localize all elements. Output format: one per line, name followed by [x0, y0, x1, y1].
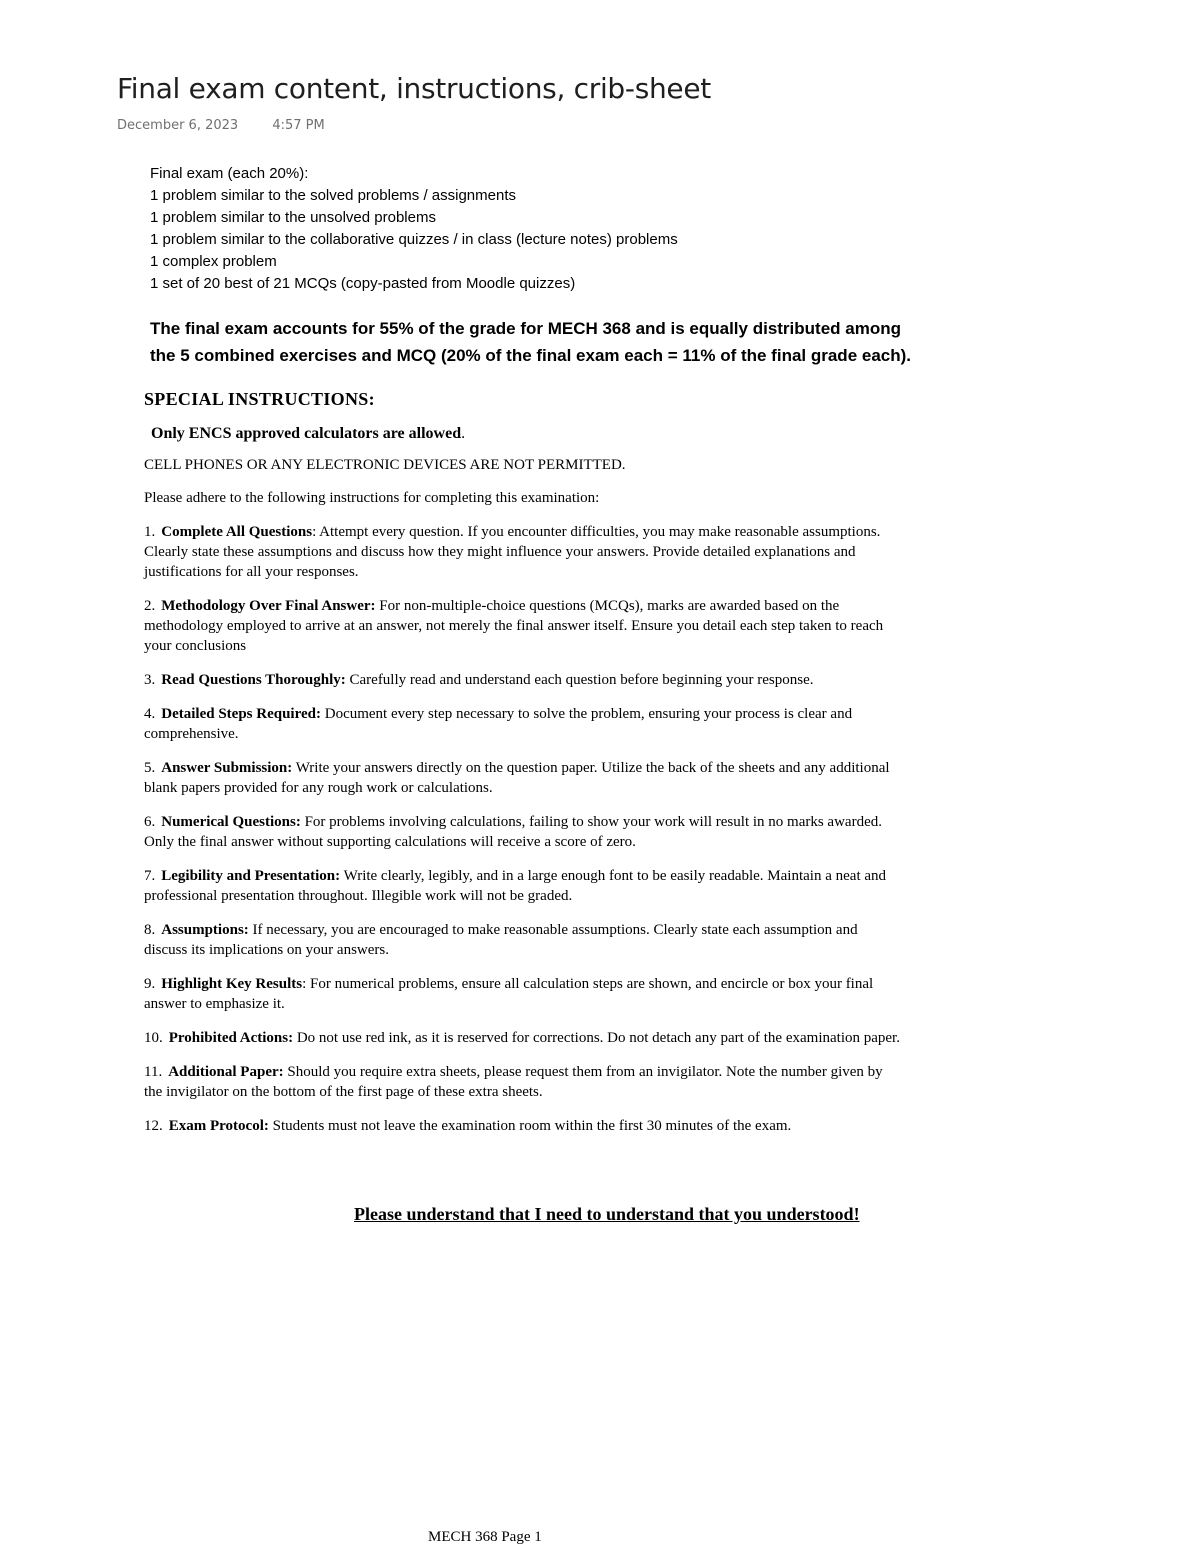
instruction-number: 7. — [144, 868, 156, 884]
instruction-heading: Complete All Questions — [161, 524, 313, 540]
instruction-number: 6. — [144, 814, 156, 830]
instruction-heading: Answer Submission: — [161, 760, 293, 776]
summary-line: 1 problem similar to the collaborative quizzes / in class (lecture notes) problems — [150, 231, 678, 248]
instruction-number: 3. — [144, 672, 156, 688]
instruction-heading: Prohibited Actions: — [168, 1030, 294, 1046]
instruction-body: Should you require extra sheets, please request them from an invigilator. Note the number given by the invigilator on the bottom of the first page of these extra sheets. — [144, 1064, 883, 1100]
summary-line: 1 complex problem — [150, 253, 277, 270]
instruction-item — [144, 704, 904, 744]
instruction-list — [144, 522, 904, 1150]
instruction-item — [144, 1062, 904, 1102]
instruction-number: 10. — [144, 1030, 163, 1046]
note-meta — [117, 118, 325, 133]
note-time: 4:57 PM — [272, 118, 325, 133]
instruction-body: Students must not leave the examination room within the first 30 minutes of the exam. — [268, 1118, 792, 1134]
instruction-item — [144, 920, 904, 960]
instruction-item — [144, 522, 904, 582]
instruction-number: 12. — [144, 1118, 163, 1134]
instruction-body: Carefully read and understand each question before beginning your response. — [345, 672, 814, 688]
instruction-body: Write your answers directly on the question paper. Utilize the back of the sheets and any additional blank papers provided for any rough work or calculations. — [144, 760, 890, 796]
instruction-heading: Additional Paper: — [168, 1064, 284, 1080]
instruction-body: If necessary, you are encouraged to make reasonable assumptions. Clearly state each assumption and discuss its implications on your answers. — [144, 922, 858, 958]
grade-distribution-note: The final exam accounts for 55% of the grade for MECH 368 and is equally distributed among the 5 combined exercises and MCQ (20% of the final exam each = 11% of the final grade each). — [150, 319, 911, 365]
instruction-item — [144, 1028, 904, 1048]
instruction-heading: Detailed Steps Required: — [161, 706, 321, 722]
calculator-note-text: Only ENCS approved calculators are allowed — [151, 425, 462, 442]
instruction-number: 5. — [144, 760, 156, 776]
instruction-item — [144, 1116, 904, 1136]
instruction-number: 8. — [144, 922, 156, 938]
instruction-body: Document every step necessary to solve the problem, ensuring your process is clear and comprehensive. — [144, 706, 853, 742]
instruction-item — [144, 596, 904, 656]
instruction-item — [144, 812, 904, 852]
instruction-heading: Assumptions: — [161, 922, 249, 938]
instruction-item — [144, 974, 904, 1014]
calculator-note — [151, 425, 465, 443]
instruction-item — [144, 758, 904, 798]
instruction-body: For problems involving calculations, failing to show your work will result in no marks awarded. Only the final answer without supporting calculations will receive a score of zero. — [144, 814, 882, 850]
instruction-body: For non-multiple-choice questions (MCQs), marks are awarded based on the methodology employed to arrive at an answer, not merely the final answer itself. Ensure you detail each step taken to reach your conclusions — [144, 598, 884, 654]
instruction-number: 4. — [144, 706, 156, 722]
instruction-body: : Attempt every question. If you encounter difficulties, you may make reasonable assumptions. Clearly state these assumptions and discuss how they might influence your answers. Provide detailed explanations and justifications for all your responses. — [144, 524, 881, 580]
instruction-heading: Exam Protocol: — [168, 1118, 269, 1134]
instruction-number: 2. — [144, 598, 156, 614]
instruction-heading: Highlight Key Results — [161, 976, 303, 992]
summary-line: 1 problem similar to the unsolved problems — [150, 209, 436, 226]
special-instructions-heading: SPECIAL INSTRUCTIONS: — [144, 389, 375, 409]
instruction-heading: Read Questions Thoroughly: — [161, 672, 346, 688]
instruction-number: 1. — [144, 524, 156, 540]
summary-line: 1 problem similar to the solved problems / assignments — [150, 187, 516, 204]
exam-summary — [150, 163, 678, 295]
page-footer: MECH 368 Page 1 — [428, 1529, 542, 1545]
instruction-number: 9. — [144, 976, 156, 992]
instruction-heading: Methodology Over Final Answer: — [161, 598, 376, 614]
page-title: Final exam content, instructions, crib-sheet — [117, 72, 711, 105]
instruction-number: 11. — [144, 1064, 163, 1080]
adhere-note: Please adhere to the following instructions for completing this examination: — [144, 490, 600, 506]
note-date: December 6, 2023 — [117, 118, 239, 133]
instruction-body: : For numerical problems, ensure all calculation steps are shown, and encircle or box your final answer to emphasize it. — [144, 976, 874, 1012]
instruction-body: Do not use red ink, as it is reserved for corrections. Do not detach any part of the examination paper. — [293, 1030, 900, 1046]
electronic-devices-note: CELL PHONES OR ANY ELECTRONIC DEVICES ARE NOT PERMITTED. — [144, 457, 626, 473]
instruction-heading: Numerical Questions: — [161, 814, 301, 830]
closing-statement: Please understand that I need to understand that you understood! — [354, 1204, 860, 1224]
summary-line: Final exam (each 20%): — [150, 165, 309, 182]
instruction-body: Write clearly, legibly, and in a large enough font to be easily readable. Maintain a neat and professional presentation throughout. Illegible work will not be graded. — [144, 868, 887, 904]
calculator-note-period: . — [461, 425, 466, 442]
instruction-item — [144, 670, 904, 690]
summary-line: 1 set of 20 best of 21 MCQs (copy-pasted from Moodle quizzes) — [150, 275, 576, 292]
instruction-item — [144, 866, 904, 906]
instruction-heading: Legibility and Presentation: — [161, 868, 341, 884]
